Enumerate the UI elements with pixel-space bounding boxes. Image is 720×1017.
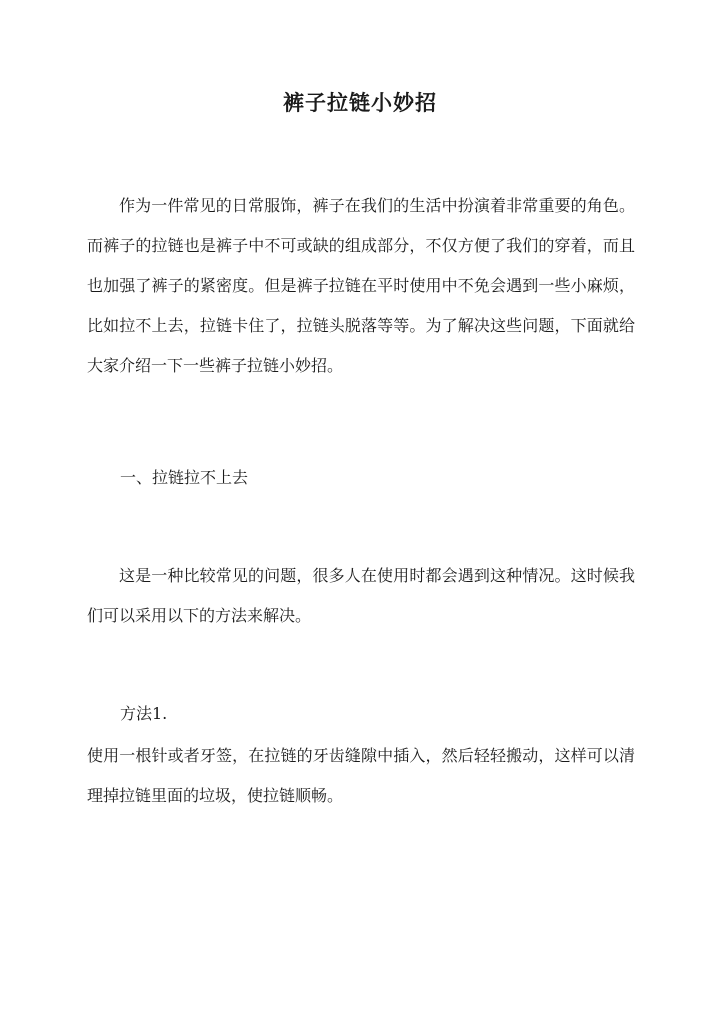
section-heading: 一、拉链拉不上去 — [120, 468, 249, 487]
method-label: 方法1. — [120, 704, 168, 723]
method-paragraph: 使用一根针或者牙签，在拉链的牙齿缝隙中插入，然后轻轻搬动，这样可以清理掉拉链里面的垃圾，使拉链顺畅。 — [87, 746, 635, 805]
section-paragraph: 这是一种比较常见的问题，很多人在使用时都会遇到这种情况。这时候我们可以采用以下的方法来解决。 — [87, 566, 635, 625]
intro-paragraph: 作为一件常见的日常服饰，裤子在我们的生活中扮演着非常重要的角色。而裤子的拉链也是裤子中不可或缺的组成部分，不仅方便了我们的穿着，而且也加强了裤子的紧密度。但是裤子拉链在平时使用中不免会遇到一些小麻烦，比如拉不上去，拉链卡住了，拉链头脱落等等。为了解决这些问题，下面就给大家介绍一下一些裤子拉链小妙招。 — [87, 196, 635, 375]
document-title: 裤子拉链小妙招 — [283, 90, 437, 115]
